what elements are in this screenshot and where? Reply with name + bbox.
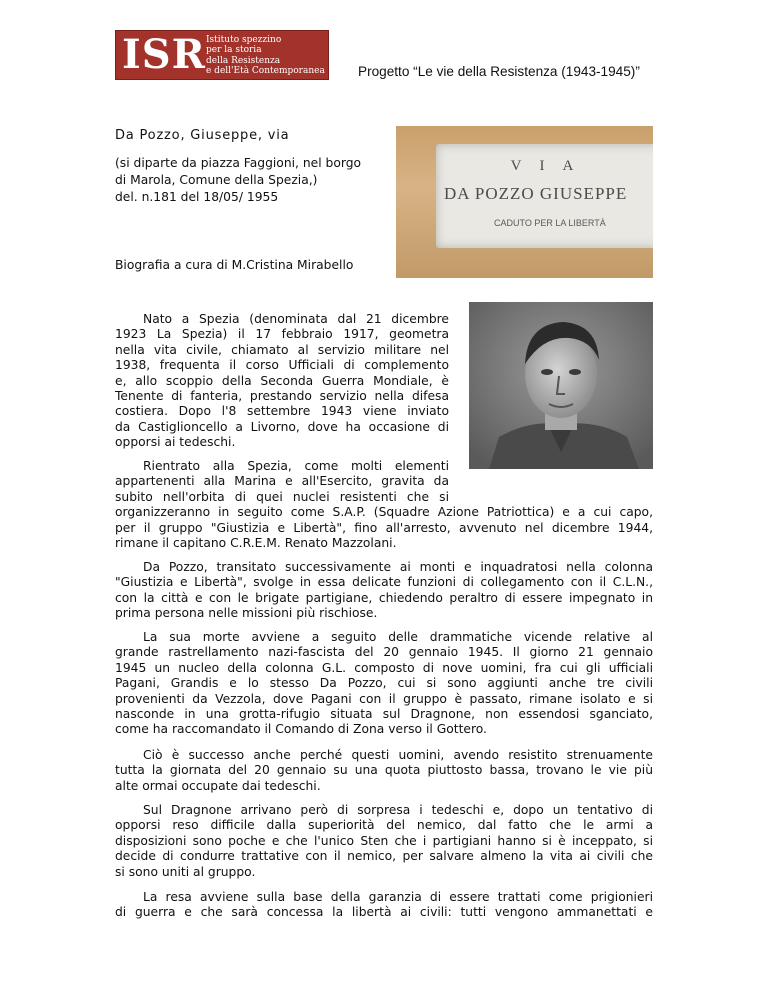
text-line: Da Pozzo, transitato successivamente ai monti e inquadratosi nella colonna (143, 560, 653, 574)
logo-institute-name (206, 35, 325, 77)
text-line: si sono uniti al gruppo. (115, 864, 256, 879)
text-line: organizzeranno in seguito come S.A.P. (Squadre Azione Patriottica) e a cui capo, (115, 505, 653, 520)
text-line: Sul Dragnone arrivano però di sorpresa i tedeschi e, dopo un tentativo di (143, 803, 653, 817)
text-line: 1938, frequenta il corso Ufficiali di complemento (115, 358, 449, 373)
logo-line: Istituto spezzino (206, 35, 282, 45)
text-line: con la città e con le brigate partigiane, chiedendo peraltro di essere impegnato in (115, 590, 653, 605)
text-line: appartenenti alla Marina e all'Esercito, gravita da (115, 474, 449, 489)
paragraph-resistance (115, 748, 653, 794)
isr-logo (115, 30, 329, 80)
text-line: Ciò è successo anche perché questi uomini, avendo resistito strenuamente (143, 748, 653, 762)
note-line: di Marola, Comune della Spezia,) (115, 173, 318, 187)
text-line: per il gruppo "Giustizia e Libertà", fino all'arresto, avvenuto nel dicembre 1944, (115, 520, 653, 535)
text-line: grande rastrellamento nazi-fascista del 20 gennaio 1945. Il giorno 21 gennaio (115, 645, 653, 660)
text-line: La sua morte avviene a seguito delle drammatiche vicende relative al (143, 630, 653, 644)
project-title: Progetto “Le vie della Resistenza (1943-1945)” (358, 64, 640, 79)
portrait-illustration (469, 302, 653, 469)
street-note (115, 155, 385, 206)
text-line: tutta la giornata del 20 gennaio su una quota piuttosto bassa, trovano le vie più (115, 763, 653, 778)
paragraph-return (115, 459, 653, 551)
paragraph-death (115, 630, 653, 738)
sign-line-via: VIA (510, 158, 592, 174)
text-line: subito nell'orbita di quei nuclei resistenti che si (115, 489, 449, 504)
text-line: nella vita civile, chiamato al servizio militare nel (115, 342, 449, 357)
paragraph-dragnone (115, 803, 653, 880)
sign-line-name: DA POZZO GIUSEPPE (444, 184, 628, 203)
logo-line: e dell'Età Contemporanea (206, 66, 325, 77)
logo-abbreviation: ISR (122, 31, 206, 78)
text-line: da Castiglioncello a Livorno, dove ha occasione di (115, 419, 449, 434)
street-sign-photo (396, 126, 653, 278)
text-line: decide di condurre trattative con il nemico, per salvare almeno la vita ai civili che (115, 849, 653, 864)
text-line: Tenente di fanteria, prestando servizio nella difesa (115, 389, 449, 404)
text-line: alte ormai occupate dai tedeschi. (115, 778, 321, 793)
text-line: prima persona nelle missioni più rischiose. (115, 606, 378, 621)
text-line: Nato a Spezia (denominata dal 21 dicembre (143, 312, 449, 326)
text-line: 1945 un nucleo della colonna G.L. composto di nove uomini, fra cui gli ufficiali (115, 660, 653, 675)
text-line: "Giustizia e Libertà", svolge in essa delicate funzioni di collegamento con il C.L.N., (115, 575, 653, 590)
text-line: La resa avviene sulla base della garanzia di essere trattati come prigionieri (143, 890, 653, 904)
paragraph-surrender (115, 890, 653, 921)
street-sign-plate (436, 144, 653, 248)
logo-line: per la storia (206, 45, 262, 56)
logo-line: della Resistenza (206, 55, 281, 66)
text-line: provenienti da Vezzola, dove Pagani con il gruppo è passato, rimane isolato e si (115, 691, 653, 706)
text-line: Pagani, Grandis e lo stesso Da Pozzo, cui si sono aggiunti anche tre civili (115, 676, 653, 691)
portrait-photo (469, 302, 653, 469)
note-line: del. n.181 del 18/05/ 1955 (115, 190, 279, 204)
text-line: nasconde in una grotta-rifugio situata sul Dragnone, non essendosi sganciato, (115, 707, 653, 722)
sign-line-dedication: CADUTO PER LA LIBERTÀ (494, 218, 606, 228)
street-title: Da Pozzo, Giuseppe, via (115, 128, 290, 143)
note-line: (si diparte da piazza Faggioni, nel borgo (115, 156, 362, 170)
text-line: disposizioni sono poche e che l'unico Sten che i partigiani hanno si è inceppato, si (115, 833, 653, 848)
biography-credit: Biografia a cura di M.Cristina Mirabello (115, 258, 354, 272)
text-line: di guerra e che sarà concessa la libertà ai civili: tutti vengono ammanettati e (115, 905, 653, 920)
text-line: rimane il capitano C.R.E.M. Renato Mazzolani. (115, 536, 397, 551)
text-line: costiera. Dopo l'8 settembre 1943 viene inviato (115, 404, 449, 419)
paragraph-birth (115, 312, 449, 451)
text-line: e, allo scoppio della Seconda Guerra Mondiale, è (115, 373, 449, 388)
paragraph-mountains (115, 560, 653, 622)
text-line: opporsi ai tedeschi. (115, 435, 236, 450)
text-line: Rientrato alla Spezia, come molti elementi (143, 459, 449, 473)
text-line: 1923 La Spezia) il 17 febbraio 1917, geometra (115, 327, 449, 342)
text-line: opporsi reso difficile dalla superiorità del nemico, dal fatto che le armi a (115, 818, 653, 833)
text-line: come ha raccomandato il Comando di Zona verso il Gottero. (115, 722, 487, 737)
